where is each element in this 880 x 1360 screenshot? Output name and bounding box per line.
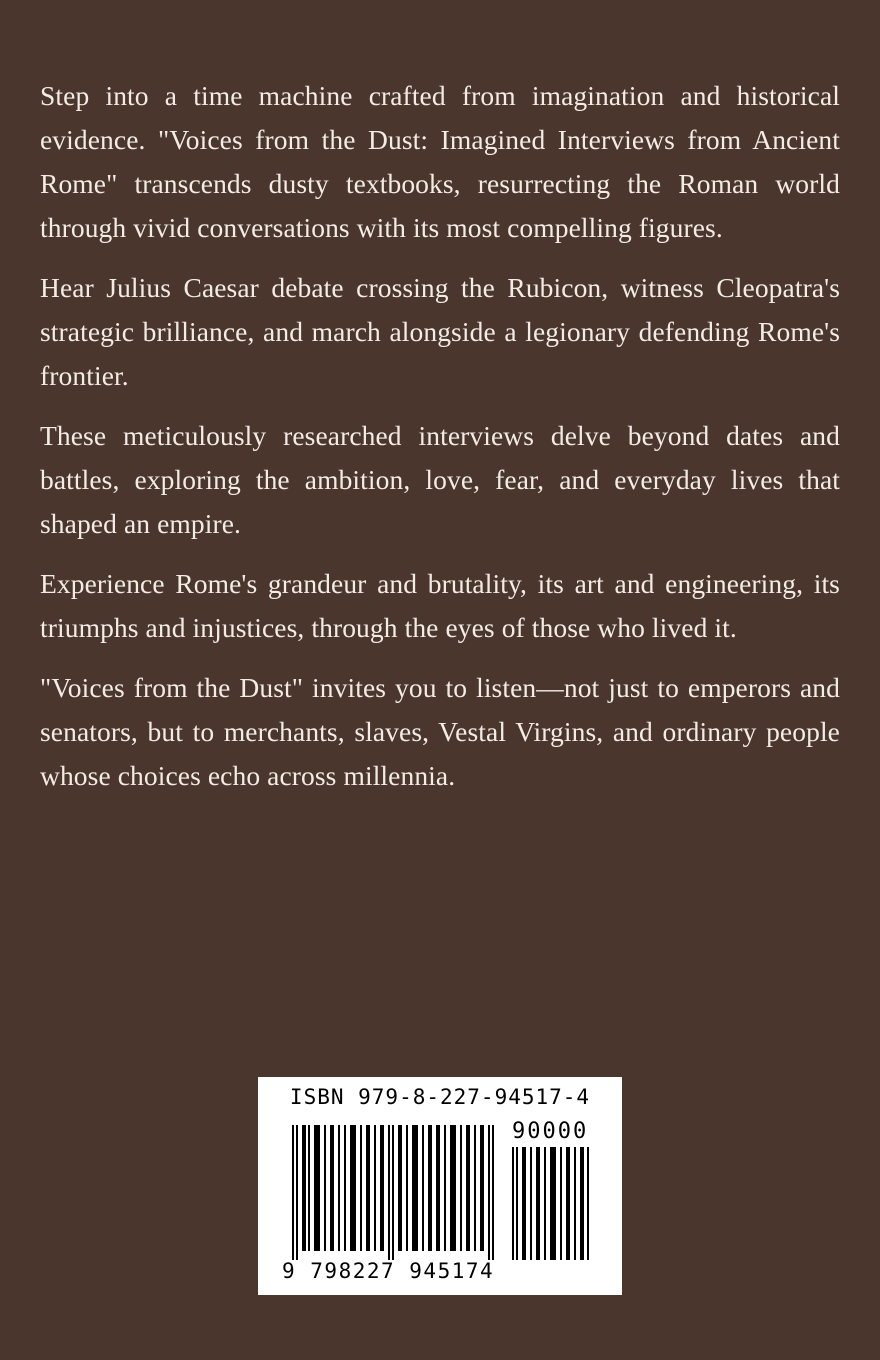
blurb-text-block: [40, 74, 840, 798]
isbn-label: ISBN 979-8-227-94517-4: [289, 1085, 591, 1109]
barcode-addon-digits: 90000: [512, 1119, 589, 1144]
barcode-graphic: [258, 1119, 622, 1295]
blurb-paragraph-1: Step into a time machine crafted from imagination and historical evidence. "Voices from the Dust: Imagined Interviews from Ancient Rome" transcends dusty textbooks, resurrecting the Roman world through vivid conversations with its most compelling figures.: [40, 80, 840, 243]
blurb-paragraph-3: These meticulously researched interviews delve beyond dates and battles, exploring the ambition, love, fear, and everyday lives that shaped an empire.: [40, 420, 840, 539]
barcode-addon-bars-icon: [512, 1147, 590, 1260]
blurb-paragraph-2: Hear Julius Caesar debate crossing the Rubicon, witness Cleopatra's strategic brilliance, and march alongside a legionary defending Rome's frontier.: [40, 272, 840, 391]
blurb-paragraph-4: Experience Rome's grandeur and brutality, its art and engineering, its triumphs and injustices, through the eyes of those who lived it.: [40, 568, 840, 643]
isbn-barcode-block: [258, 1077, 622, 1295]
ean13-digits: 9 798227 945174: [282, 1259, 495, 1283]
ean13-bars-icon: [292, 1125, 502, 1260]
blurb-paragraph-5: "Voices from the Dust" invites you to listen—not just to emperors and senators, but to merchants, slaves, Vestal Virgins, and ordinary people whose choices echo across millennia.: [40, 672, 840, 791]
